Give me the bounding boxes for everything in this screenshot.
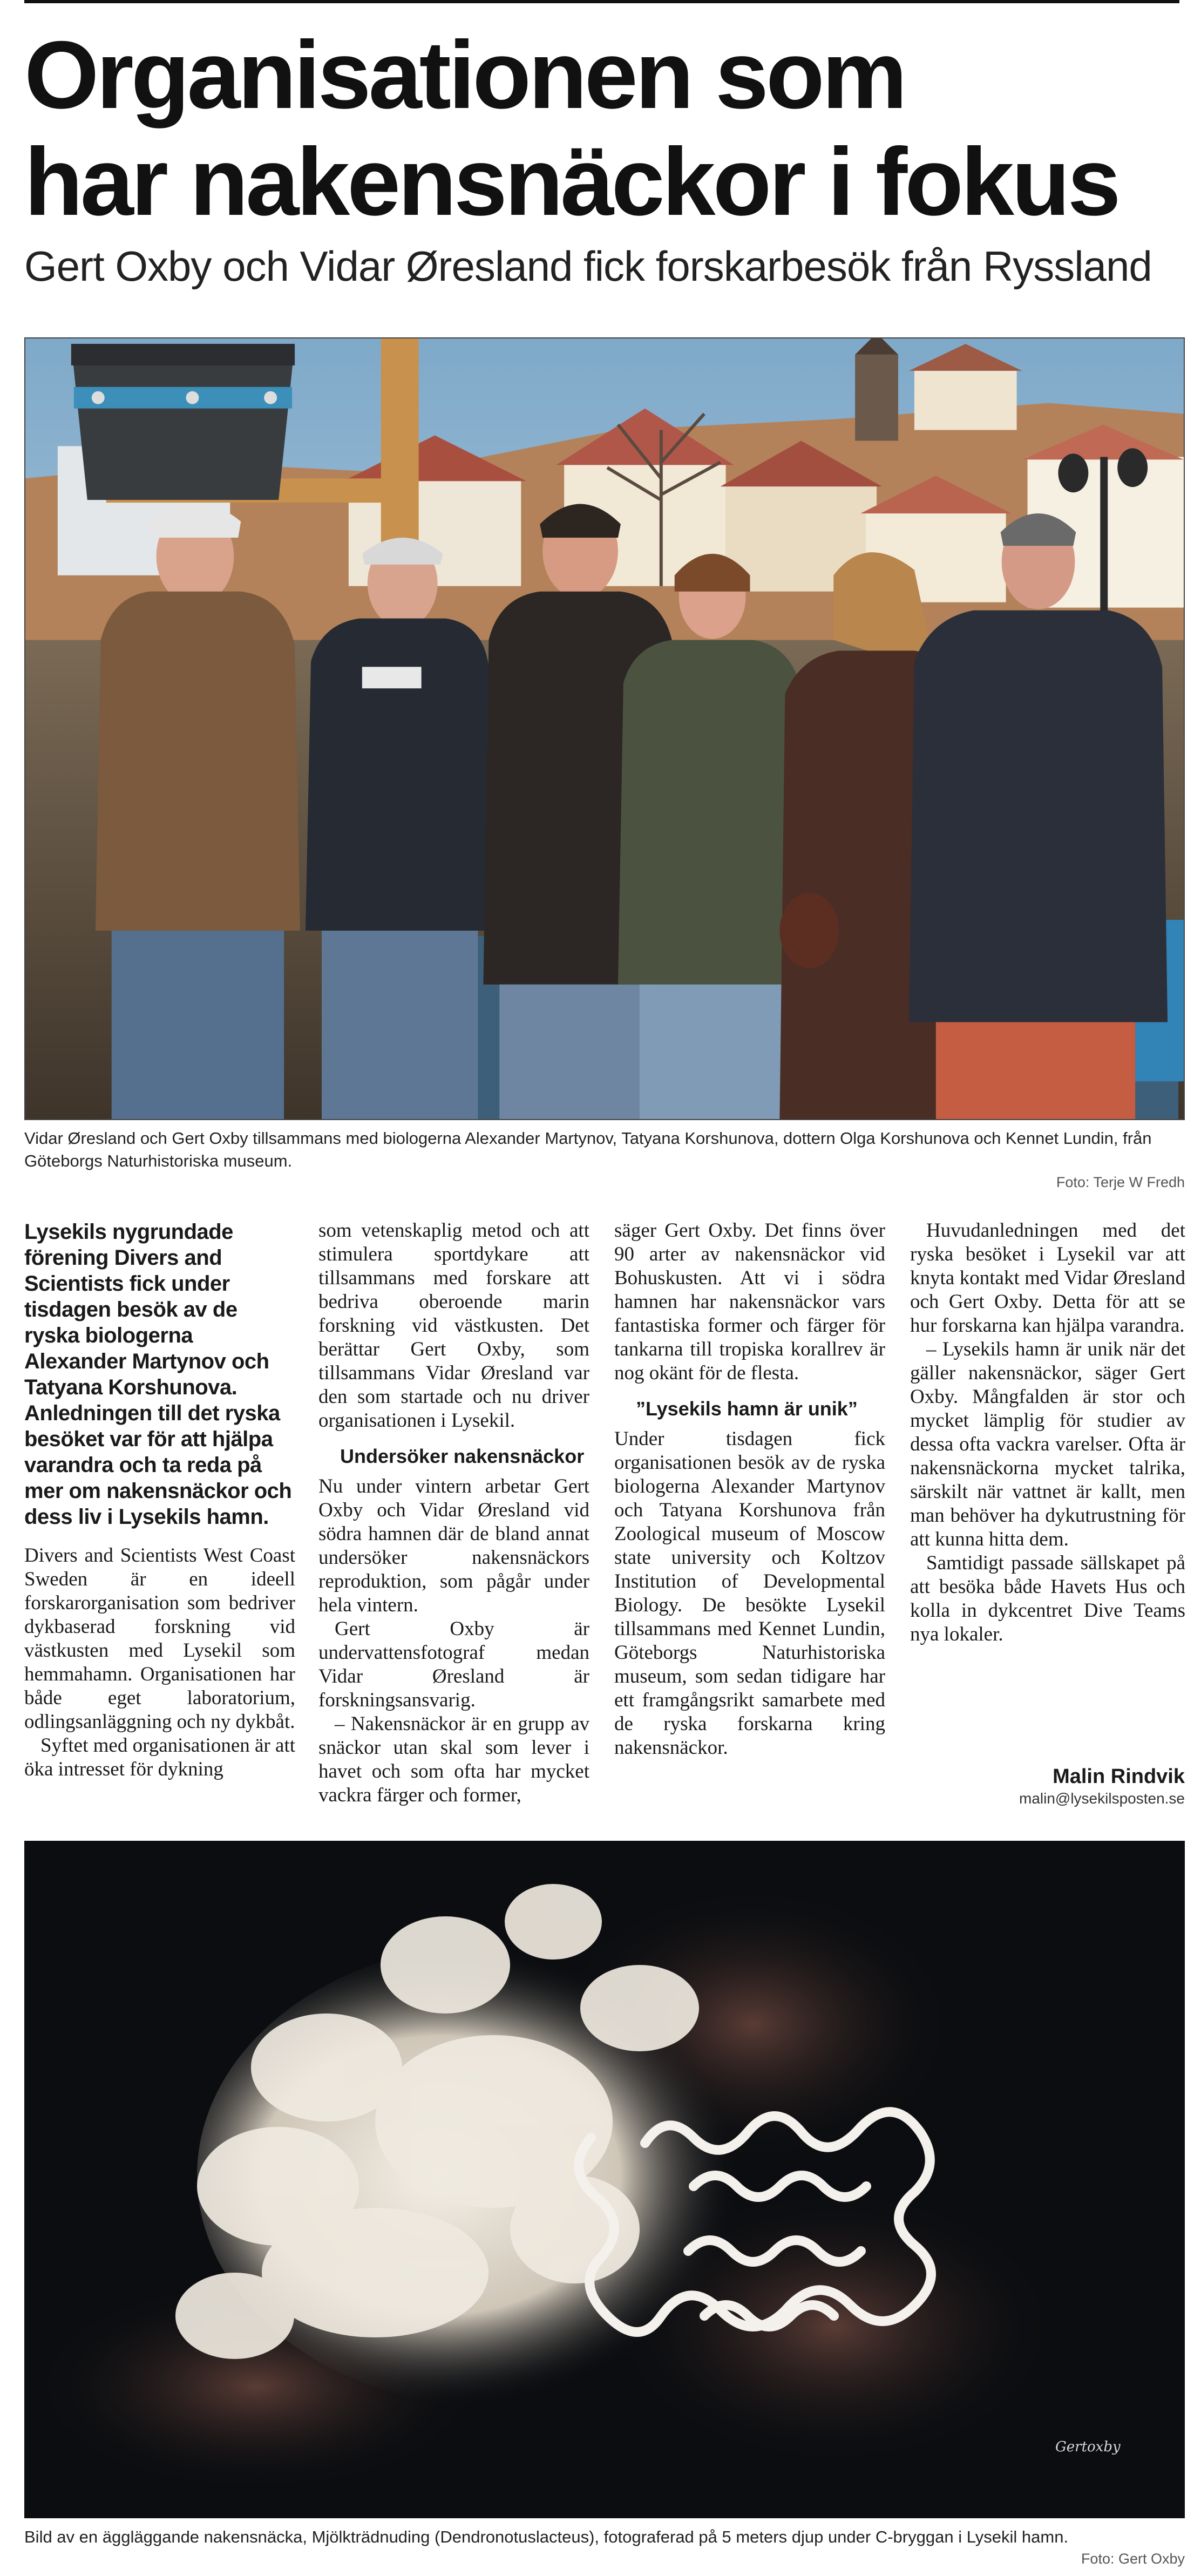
article-column-2: [318, 1219, 589, 1807]
byline: [1019, 1764, 1185, 1808]
article-column-4: [910, 1219, 1185, 1646]
body-paragraph: Nu under vintern arbetar Gert Oxby och Vidar Øresland vid södra hamnen där de bland annat undersöker nakensnäckors reproduktion, som pågår under hela vintern.: [318, 1475, 589, 1616]
photographer-signature: Gertoxby: [1055, 2439, 1121, 2455]
section-subheading: ”Lysekils hamn är unik”: [636, 1398, 858, 1420]
body-paragraph: säger Gert Oxby. Det finns över 90 arter av nakensnäckor vid Bohuskusten. Att vi i södra hamnen har nakensnäckor vars fantastiska former och färger för tankarna till tropiska korallrev är nog okänt för de flesta.: [614, 1219, 885, 1384]
headline: [24, 22, 1190, 235]
body-paragraph: Syftet med organisationen är att öka intresset för dykning: [24, 1734, 295, 1780]
group-photo: [24, 337, 1185, 1120]
body-paragraph: – Lysekils hamn är unik när det gäller nakensnäckor, säger Gert Oxby. Mångfalden är stor och mycket lämplig för studier av dessa ofta vackra varelser. Ofta är nakensnäckorna mycket talrika, särskilt när vattnet är kallt, men man behöver ha dykutrustning för att kunna hitta dem.: [910, 1338, 1185, 1550]
body-paragraph: Gert Oxby är undervattensfotograf medan Vidar Øresland är forskningsansvarig.: [318, 1618, 589, 1711]
photo1-credit: Foto: Terje W Fredh: [1056, 1174, 1185, 1190]
photo1-caption: Vidar Øresland och Gert Oxby tillsammans med biologerna Alexander Martynov, Tatyana Korshunova, dottern Olga Korshunova och Kennet Lundin, från Göteborgs Naturhistoriska museum.: [24, 1129, 1152, 1170]
headline-line-1: Organisationen som: [24, 21, 905, 128]
article-column-1: [24, 1219, 295, 1781]
body-paragraph: som vetenskaplig metod och att stimulera sportdykare att tillsammans med forskare att bedriva oberoende marin forskning vid västkusten. Det berättar Gert Oxby, som tillsammans Vidar Øresland var den som startade och nu driver organisationen i Lysekil.: [318, 1219, 589, 1432]
photo2-credit: Foto: Gert Oxby: [1081, 2551, 1185, 2567]
article-column-3: [614, 1219, 885, 1760]
byline-email: malin@lysekilsposten.se: [1019, 1790, 1185, 1807]
photo2-caption: Bild av en äggläggande nakensnäcka, Mjölkträdnuding (Dendronotuslacteus), fotograferad på 5 meters djup under C-bryggan i Lysekil hamn.: [24, 2527, 1069, 2546]
body-paragraph: Samtidigt passade sällskapet på att besöka både Havets Hus och kolla in dykcentret Dive Teams nya lokaler.: [910, 1552, 1185, 1645]
body-paragraph: – Nakensnäckor är en grupp av snäckor utan skal som lever i havet och som ofta har mycket vackra färger och former,: [318, 1713, 589, 1806]
article-lead: Lysekils nygrundade förening Divers and Scientists fick under tisdagen besök av de ryska biologerna Alexander Martynov och Tatyana Korshunova. Anledningen till det ryska besöket var för att hjälpa varandra och ta reda på mer om nakensnäckor och dess liv i Lysekils hamn.: [24, 1220, 292, 1529]
top-rule: [24, 0, 1179, 3]
body-paragraph: Under tisdagen fick organisationen besök av de ryska biologerna Alexander Martynov och Tatyana Korshunova från Zoological museum of Moscow state university och Koltzov Institution of Developmental Biology. De besökte Lysekil tillsammans med Kennet Lundin, Göteborgs Naturhistoriska museum, som sedan tidigare har ett framgångsrikt samarbete med de ryska forskarna kring nakensnäckor.: [614, 1428, 885, 1759]
byline-name: Malin Rindvik: [1053, 1765, 1185, 1788]
headline-line-2: har nakensnäckor i fokus: [24, 128, 1118, 235]
body-paragraph: Divers and Scientists West Coast Sweden är en ideell forskarorganisation som bedriver dykbaserad forskning vid västkusten med Lysekil som hemmahamn. Organisationen har både eget laboratorium, odlingsanläggning och ny dykbåt.: [24, 1544, 295, 1733]
subheadline: Gert Oxby och Vidar Øresland fick forskarbesök från Ryssland: [24, 242, 1152, 290]
body-paragraph: Huvudanledningen med det ryska besöket i Lysekil var att knyta kontakt med Vidar Øresland och Gert Oxby. Detta för att se hur forskarna kan hjälpa varandra.: [910, 1219, 1185, 1337]
section-subheading: Undersöker nakensnäckor: [340, 1445, 585, 1467]
nudibranch-photo: [24, 1841, 1185, 2518]
